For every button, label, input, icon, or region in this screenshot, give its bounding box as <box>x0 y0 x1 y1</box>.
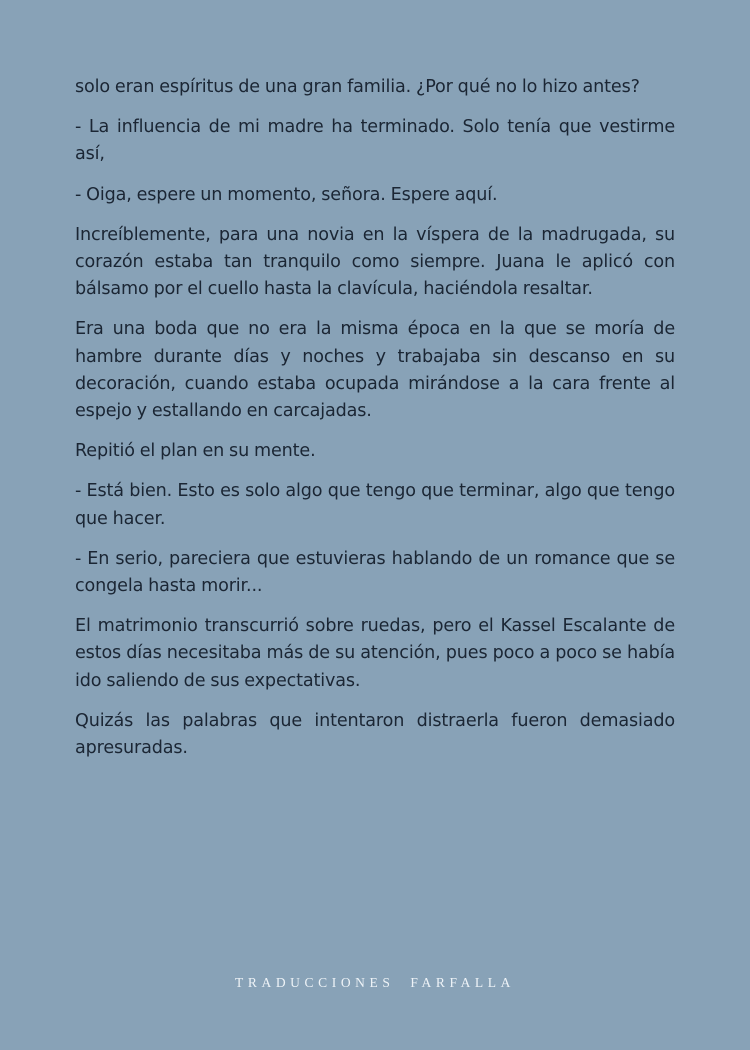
paragraph: - La influencia de mi madre ha terminado. Solo tenía que vestirme así, <box>75 117 675 165</box>
paragraph: Quizás las palabras que intentaron distraerla fueron demasiado apresuradas. <box>75 710 675 759</box>
paragraph: El matrimonio transcurrió sobre ruedas, pero el Kassel Escalante de estos días necesitaba más de su atención, pues poco a poco se había ido saliendo de sus expectativas. <box>75 616 675 691</box>
paragraph: - En serio, pareciera que estuvieras hablando de un romance que se congela hasta morir... <box>75 548 675 597</box>
paragraph: - Oiga, espere un momento, señora. Espere aquí. <box>75 184 498 205</box>
paragraph: Era una boda que no era la misma época en la que se moría de hambre durante días y noches y trabajaba sin descanso en su decoración, cuando estaba ocupada mirándose a la cara frente al espejo y estallando en carcajadas. <box>75 319 675 422</box>
document-page <box>75 74 675 775</box>
paragraph: Repitió el plan en su mente. <box>75 441 316 462</box>
paragraph: - Está bien. Esto es solo algo que tengo que terminar, algo que tengo que hacer. <box>75 481 675 529</box>
paragraph: Increíblemente, para una novia en la víspera de la madrugada, su corazón estaba tan tranquilo como siempre. Juana le aplicó con bálsamo por el cuello hasta la clavícula, haciéndola resaltar. <box>75 224 675 300</box>
paragraph: solo eran espíritus de una gran familia. ¿Por qué no lo hizo antes? <box>75 77 640 97</box>
footer-credit: TRADUCCIONES FARFALLA <box>235 975 515 990</box>
